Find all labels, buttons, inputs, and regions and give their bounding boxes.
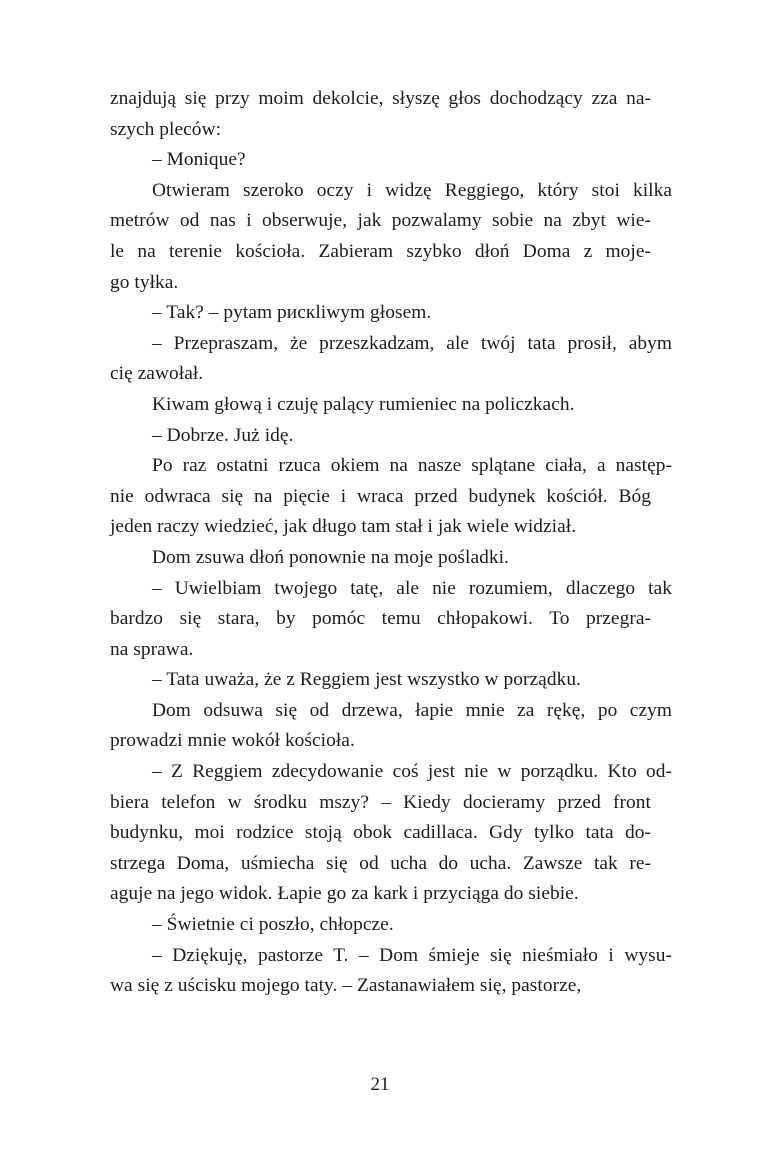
text-line-content: – Tata uważa, że z Reggiem jest wszystko w porządku. (152, 669, 581, 691)
text-line (110, 421, 651, 452)
text-line-content: Kiwam głową i czuję palący rumieniec na policzkach. (152, 393, 575, 415)
text-line (110, 849, 651, 880)
text-line (110, 512, 651, 543)
text-line (110, 268, 651, 299)
text-line (110, 298, 651, 329)
text-line-content: – Tak? – pytam pискliwym głosem. (152, 302, 432, 324)
text-line (110, 941, 672, 972)
text-line (110, 359, 651, 390)
text-line (110, 879, 651, 910)
text-line-content: nie odwraca się na pięcie i wraca przed budynek kościół. Bóg (110, 485, 651, 507)
text-line-content: – Monique? (152, 149, 246, 171)
text-line (110, 390, 651, 421)
text-line (110, 696, 672, 727)
text-line-content: strzega Doma, uśmiecha się od ucha do ucha. Zawsze tak re- (110, 852, 651, 874)
text-line (110, 543, 651, 574)
text-line-content: budynku, moi rodzice stoją obok cadillaca. Gdy tylko tata do- (110, 822, 651, 844)
body-text-block (110, 84, 672, 1002)
page-number: 21 (370, 1074, 390, 1095)
text-line-content: szych pleców: (110, 118, 222, 140)
text-line-content: aguje na jego widok. Łapie go za kark i przyciąga do siebie. (110, 883, 579, 905)
text-line (110, 482, 651, 513)
text-line-content: znajdują się przy moim dekolcie, słyszę głos dochodzący zza na- (110, 88, 651, 109)
text-line (110, 115, 651, 146)
text-line-content: – Z Reggiem zdecydowanie coś jest nie w porządku. Kto od- (152, 761, 672, 783)
text-line-content: – Dziękuję, pastorze T. – Dom śmieje się nieśmiało i wysu- (152, 944, 672, 966)
text-line (110, 237, 651, 268)
text-line (110, 329, 672, 360)
text-line-content: bardzo się stara, by pomóc temu chłopakowi. To przegra- (110, 608, 651, 630)
text-line (110, 604, 651, 635)
text-line (110, 451, 672, 482)
text-line-content: le na terenie kościoła. Zabieram szybko dłoń Doma z moje- (110, 240, 651, 262)
text-line-content: jeden raczy wiedzieć, jak długo tam stał i jak wiele widział. (110, 516, 577, 538)
text-line-content: – Uwielbiam twojego tatę, ale nie rozumiem, dlaczego tak (152, 577, 672, 599)
text-line (110, 818, 651, 849)
text-line (110, 84, 651, 115)
text-line-content: – Świetnie ci poszło, chłopcze. (152, 914, 394, 936)
text-line-content: wa się z uścisku mojego taty. – Zastanawiałem się, pastorze, (110, 975, 582, 997)
text-line-content: Otwieram szeroko oczy i widzę Reggiego, który stoi kilka (152, 179, 672, 201)
text-line-content: – Dobrze. Już idę. (152, 424, 294, 446)
text-line-content: metrów od nas i obserwuje, jak pozwalamy sobie na zbyt wie- (110, 210, 651, 232)
text-line (110, 971, 651, 1002)
text-line (110, 635, 651, 666)
text-line-content: – Przepraszam, że przeszkadzam, ale twój tata prosił, abym (152, 332, 672, 354)
text-line-content: biera telefon w środku mszy? – Kiedy docieramy przed front (110, 791, 651, 813)
text-line (110, 788, 651, 819)
text-line-content: Dom odsuwa się od drzewa, łapie mnie za rękę, po czym (152, 699, 672, 721)
text-line-content: Po raz ostatni rzuca okiem na nasze splątane ciała, a następ- (152, 455, 672, 477)
text-line (110, 910, 651, 941)
text-line (110, 145, 651, 176)
text-line (110, 757, 672, 788)
text-line (110, 574, 672, 605)
text-line-content: Dom zsuwa dłoń ponownie na moje pośladki. (152, 546, 509, 568)
text-line-content: go tyłka. (110, 271, 179, 293)
text-line-content: cię zawołał. (110, 363, 204, 385)
text-line-content: na sprawa. (110, 638, 194, 660)
text-line (110, 665, 651, 696)
text-line-content: prowadzi mnie wokół kościoła. (110, 730, 355, 752)
text-line (110, 176, 672, 207)
text-line (110, 206, 651, 237)
text-line (110, 726, 651, 757)
